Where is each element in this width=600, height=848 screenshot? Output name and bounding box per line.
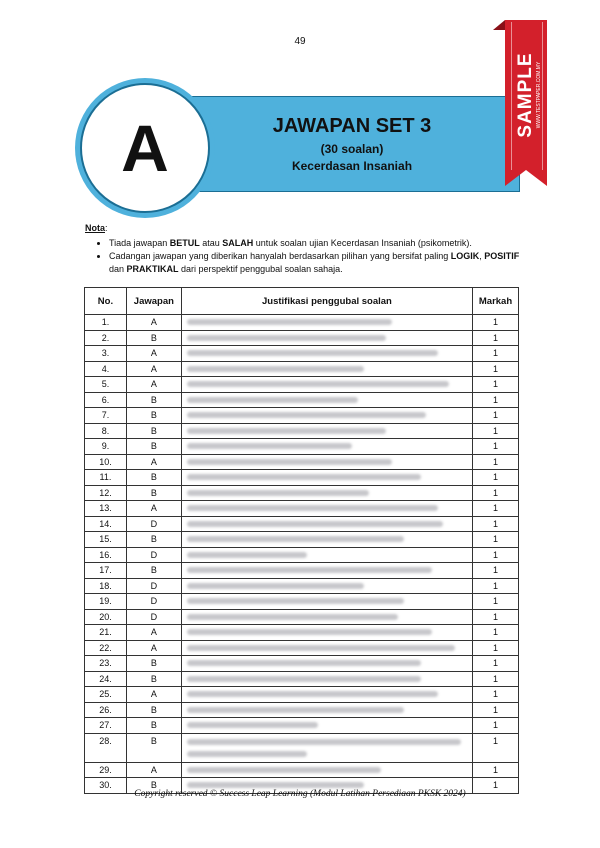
row-justification-redacted	[181, 516, 472, 532]
table-row	[85, 625, 519, 641]
row-justification-redacted	[181, 361, 472, 377]
row-mark: 1	[473, 762, 519, 778]
row-mark: 1	[473, 547, 519, 563]
question-count: (30 soalan)	[320, 142, 384, 156]
row-answer: A	[126, 454, 181, 470]
table-row	[85, 439, 519, 455]
redacted-text	[187, 443, 352, 449]
row-mark: 1	[473, 423, 519, 439]
row-answer: A	[126, 640, 181, 656]
table-row	[85, 640, 519, 656]
row-answer: A	[126, 377, 181, 393]
redacted-text	[187, 521, 444, 527]
table-row	[85, 671, 519, 687]
row-number: 15.	[85, 532, 127, 548]
row-justification-redacted	[181, 346, 472, 362]
table-row	[85, 532, 519, 548]
row-answer: B	[126, 408, 181, 424]
row-number: 9.	[85, 439, 127, 455]
row-justification-redacted	[181, 594, 472, 610]
table-row	[85, 563, 519, 579]
col-header-answer: Jawapan	[126, 288, 181, 315]
row-number: 17.	[85, 563, 127, 579]
row-mark: 1	[473, 625, 519, 641]
row-mark: 1	[473, 454, 519, 470]
redacted-text	[187, 583, 364, 589]
row-justification-redacted	[181, 609, 472, 625]
row-justification-redacted	[181, 485, 472, 501]
row-number: 4.	[85, 361, 127, 377]
row-number: 2.	[85, 330, 127, 346]
notes-item-2: • Cadangan jawapan yang diberikan hanyalah berdasarkan pilihan yang bersifat paling LOGIK, POSITIF dan PRAKTIKAL dari perspektif penggubal soalan sahaja.	[109, 250, 525, 276]
row-justification-redacted	[181, 762, 472, 778]
row-mark: 1	[473, 532, 519, 548]
redacted-text	[187, 459, 392, 465]
row-justification-redacted	[181, 656, 472, 672]
row-justification-redacted	[181, 392, 472, 408]
row-justification-redacted	[181, 408, 472, 424]
table-row	[85, 485, 519, 501]
row-answer: B	[126, 778, 181, 794]
redacted-text	[187, 536, 404, 542]
row-answer: B	[126, 439, 181, 455]
row-answer: A	[126, 762, 181, 778]
redacted-text	[187, 660, 421, 666]
row-answer: B	[126, 702, 181, 718]
redacted-text	[187, 335, 387, 341]
notes-section	[85, 222, 525, 276]
row-number: 21.	[85, 625, 127, 641]
header-banner	[185, 96, 520, 192]
redacted-text	[187, 614, 398, 620]
redacted-text	[187, 350, 438, 356]
row-justification-redacted	[181, 640, 472, 656]
redacted-text	[187, 319, 392, 325]
page-number: 49	[294, 36, 306, 47]
row-mark: 1	[473, 439, 519, 455]
row-answer: B	[126, 718, 181, 734]
redacted-text	[187, 739, 461, 745]
table-row	[85, 361, 519, 377]
row-mark: 1	[473, 578, 519, 594]
row-answer: A	[126, 625, 181, 641]
redacted-text	[187, 381, 449, 387]
row-number: 3.	[85, 346, 127, 362]
row-mark: 1	[473, 640, 519, 656]
row-answer: B	[126, 671, 181, 687]
row-answer: B	[126, 532, 181, 548]
letter-badge-text: A	[121, 111, 169, 185]
row-mark: 1	[473, 361, 519, 377]
row-justification-redacted	[181, 532, 472, 548]
col-header-justification: Justifikasi penggubal soalan	[181, 288, 472, 315]
row-answer: D	[126, 594, 181, 610]
table-row	[85, 702, 519, 718]
table-row	[85, 423, 519, 439]
row-justification-redacted	[181, 470, 472, 486]
row-mark: 1	[473, 778, 519, 794]
ribbon-fold	[493, 20, 505, 30]
row-mark: 1	[473, 377, 519, 393]
row-mark: 1	[473, 733, 519, 762]
row-number: 19.	[85, 594, 127, 610]
redacted-text	[187, 707, 404, 713]
row-number: 30.	[85, 778, 127, 794]
notes-colon: :	[105, 223, 108, 233]
sample-label: SAMPLE	[515, 52, 536, 138]
row-number: 18.	[85, 578, 127, 594]
row-mark: 1	[473, 563, 519, 579]
table-row	[85, 377, 519, 393]
redacted-text	[187, 645, 455, 651]
row-answer: D	[126, 516, 181, 532]
row-answer: B	[126, 563, 181, 579]
row-number: 26.	[85, 702, 127, 718]
row-number: 22.	[85, 640, 127, 656]
row-number: 29.	[85, 762, 127, 778]
table-row	[85, 733, 519, 762]
row-answer: B	[126, 470, 181, 486]
notes-list	[85, 237, 525, 276]
table-row	[85, 687, 519, 703]
row-mark: 1	[473, 687, 519, 703]
table-row	[85, 656, 519, 672]
row-justification-redacted	[181, 439, 472, 455]
page-title: JAWAPAN SET 3	[272, 115, 432, 137]
row-answer: A	[126, 315, 181, 331]
table-row	[85, 578, 519, 594]
row-answer: B	[126, 392, 181, 408]
table-row	[85, 470, 519, 486]
row-answer: A	[126, 361, 181, 377]
table-row	[85, 547, 519, 563]
row-number: 1.	[85, 315, 127, 331]
row-mark: 1	[473, 609, 519, 625]
table-row	[85, 454, 519, 470]
row-justification-redacted	[181, 671, 472, 687]
row-number: 6.	[85, 392, 127, 408]
row-mark: 1	[473, 315, 519, 331]
row-mark: 1	[473, 516, 519, 532]
row-answer: A	[126, 346, 181, 362]
row-number: 16.	[85, 547, 127, 563]
row-mark: 1	[473, 702, 519, 718]
redacted-text	[187, 567, 432, 573]
row-justification-redacted	[181, 687, 472, 703]
redacted-text	[187, 412, 427, 418]
row-justification-redacted	[181, 718, 472, 734]
topic-title: Kecerdasan Insaniah	[291, 159, 413, 173]
redacted-text	[187, 474, 421, 480]
row-justification-redacted	[181, 733, 472, 762]
row-justification-redacted	[181, 625, 472, 641]
row-answer: D	[126, 609, 181, 625]
row-answer: B	[126, 733, 181, 762]
redacted-text	[187, 676, 421, 682]
redacted-text	[187, 490, 370, 496]
row-number: 8.	[85, 423, 127, 439]
table-row	[85, 609, 519, 625]
row-mark: 1	[473, 656, 519, 672]
table-row	[85, 330, 519, 346]
row-justification-redacted	[181, 702, 472, 718]
row-mark: 1	[473, 594, 519, 610]
row-answer: B	[126, 485, 181, 501]
answer-table	[84, 287, 519, 794]
row-answer: A	[126, 501, 181, 517]
row-number: 11.	[85, 470, 127, 486]
redacted-text	[187, 397, 358, 403]
table-row	[85, 408, 519, 424]
col-header-mark: Markah	[473, 288, 519, 315]
sample-ribbon-tail	[505, 170, 547, 186]
row-answer: B	[126, 656, 181, 672]
row-answer: D	[126, 578, 181, 594]
row-number: 23.	[85, 656, 127, 672]
row-justification-redacted	[181, 377, 472, 393]
row-answer: B	[126, 423, 181, 439]
notes-label: Nota	[85, 223, 105, 233]
row-number: 27.	[85, 718, 127, 734]
notes-item-1: • Tiada jawapan BETUL atau SALAH untuk soalan ujian Kecerdasan Insaniah (psikometrik).	[109, 237, 525, 250]
table-row	[85, 594, 519, 610]
redacted-text	[187, 366, 364, 372]
redacted-text	[187, 629, 432, 635]
redacted-text	[187, 428, 387, 434]
row-mark: 1	[473, 330, 519, 346]
table-row	[85, 516, 519, 532]
row-mark: 1	[473, 392, 519, 408]
redacted-text	[187, 782, 364, 788]
row-justification-redacted	[181, 423, 472, 439]
redacted-text	[187, 598, 404, 604]
row-mark: 1	[473, 485, 519, 501]
row-answer: D	[126, 547, 181, 563]
row-mark: 1	[473, 346, 519, 362]
row-number: 13.	[85, 501, 127, 517]
redacted-text	[187, 751, 307, 757]
table-header-row	[85, 288, 519, 315]
redacted-text	[187, 722, 318, 728]
row-number: 5.	[85, 377, 127, 393]
row-number: 28.	[85, 733, 127, 762]
table-row	[85, 315, 519, 331]
row-justification-redacted	[181, 501, 472, 517]
row-number: 10.	[85, 454, 127, 470]
row-number: 20.	[85, 609, 127, 625]
row-number: 25.	[85, 687, 127, 703]
row-mark: 1	[473, 718, 519, 734]
copyright-footer: Copyright reserved © Success Leap Learning (Modul Latihan Persediaan PKSK 2024)	[134, 789, 466, 799]
row-number: 7.	[85, 408, 127, 424]
row-mark: 1	[473, 501, 519, 517]
row-justification-redacted	[181, 315, 472, 331]
row-number: 12.	[85, 485, 127, 501]
row-justification-redacted	[181, 578, 472, 594]
row-justification-redacted	[181, 330, 472, 346]
row-mark: 1	[473, 408, 519, 424]
redacted-text	[187, 505, 438, 511]
sample-url: WWW.TESTPAPER.COM.MY	[536, 61, 542, 129]
table-row	[85, 392, 519, 408]
redacted-text	[187, 767, 381, 773]
table-row	[85, 346, 519, 362]
table-row	[85, 501, 519, 517]
row-mark: 1	[473, 470, 519, 486]
row-number: 24.	[85, 671, 127, 687]
row-justification-redacted	[181, 454, 472, 470]
row-answer: B	[126, 330, 181, 346]
row-justification-redacted	[181, 547, 472, 563]
table-row	[85, 762, 519, 778]
col-header-no: No.	[85, 288, 127, 315]
table-row	[85, 718, 519, 734]
redacted-text	[187, 691, 438, 697]
row-answer: A	[126, 687, 181, 703]
row-justification-redacted	[181, 563, 472, 579]
redacted-text	[187, 552, 307, 558]
row-mark: 1	[473, 671, 519, 687]
row-number: 14.	[85, 516, 127, 532]
